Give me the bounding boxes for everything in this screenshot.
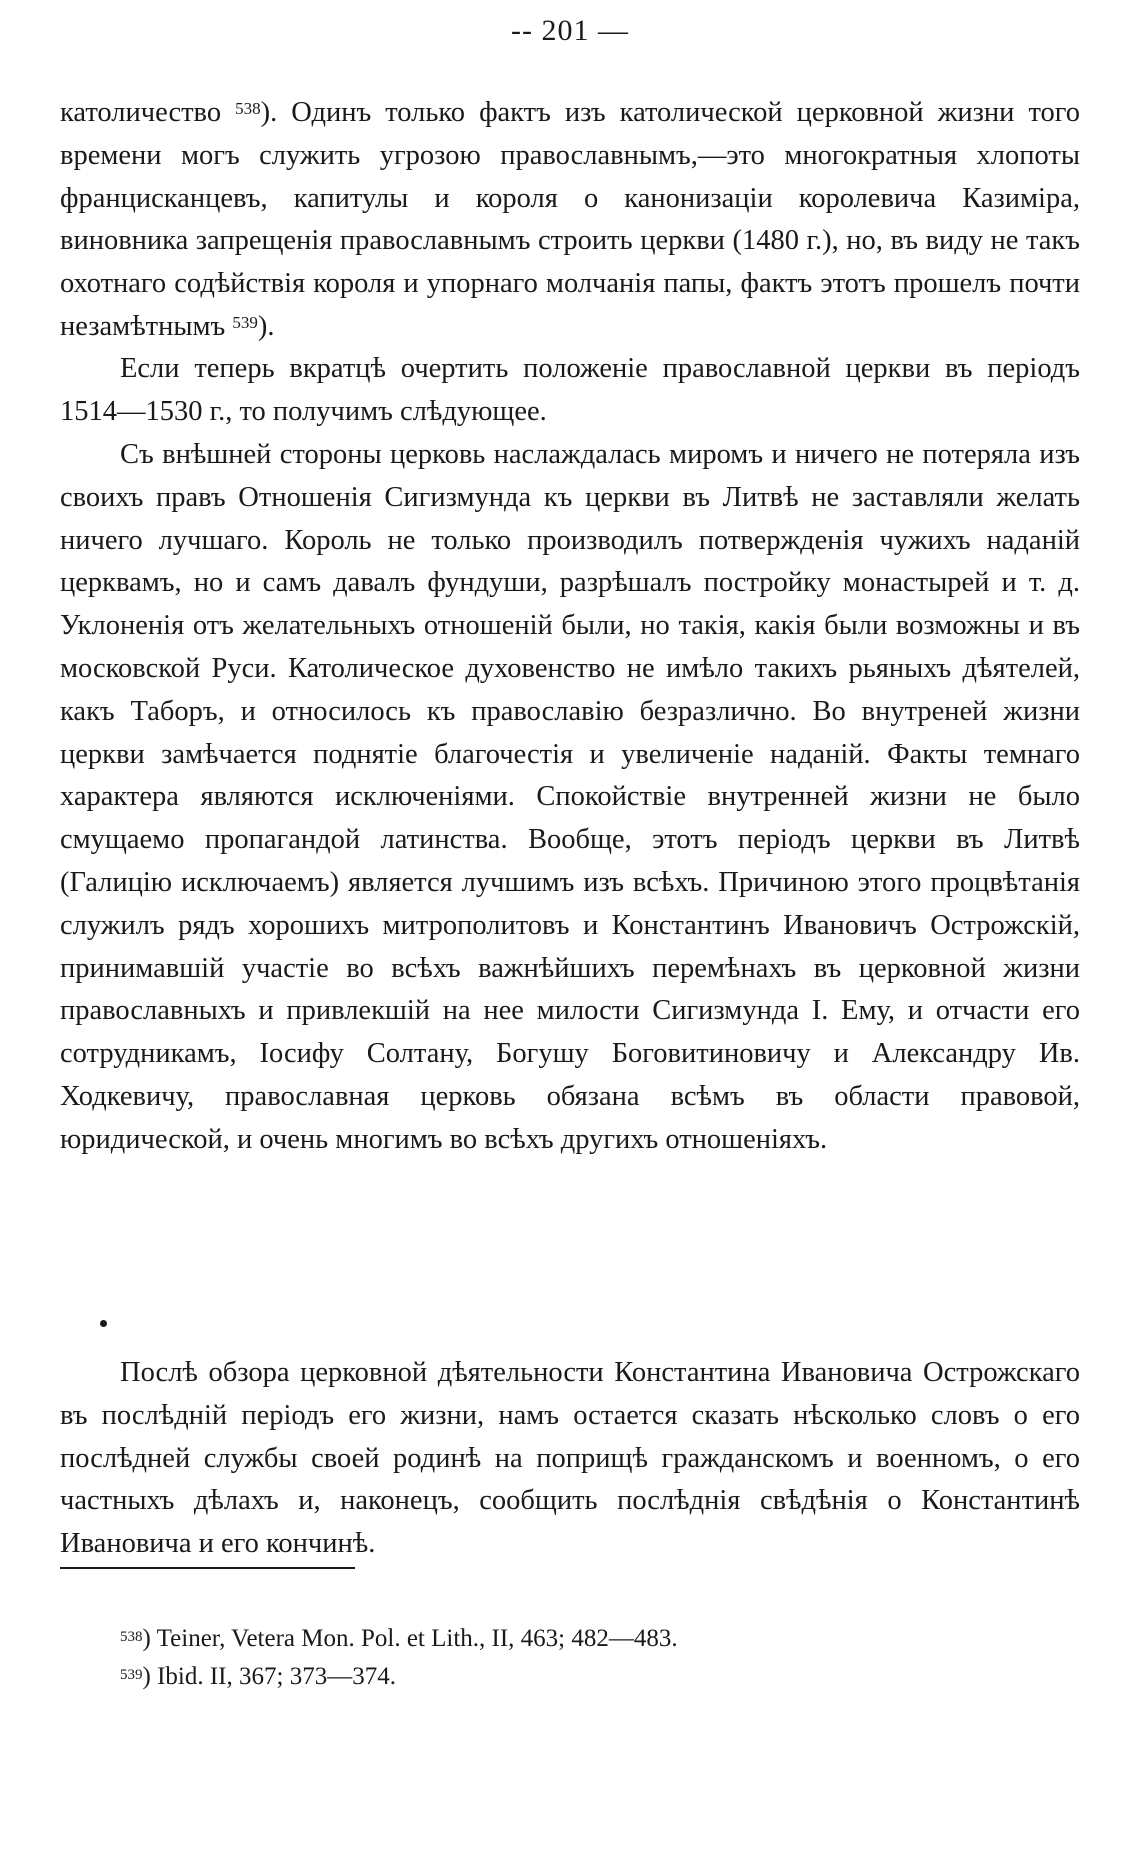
paragraph-1-text-start: католичество — [60, 97, 222, 128]
footnote-divider — [60, 1567, 355, 1569]
footnote-text: ) Ibid. II, 367; 373—374. — [142, 1663, 396, 1690]
page-number: -- 201 — — [511, 14, 629, 47]
footnote-539 — [120, 1660, 396, 1694]
paragraph-1-text-end: ). — [257, 310, 275, 342]
section-mark-dot — [100, 1320, 107, 1327]
paragraph-2: Если теперь вкратцѣ очертить положеніе православной церкви въ періодъ 1514—1530 г., то получимъ слѣдующее. — [60, 353, 1080, 427]
book-page — [60, 0, 1080, 1849]
footnote-marker: 539 — [120, 1667, 143, 1683]
paragraph-1-text-middle: ). Одинъ только фактъ изъ католической церковной жизни того времени могъ служить угрозою православнымъ,—это многократныя хлопоты францисканцевъ, капитулы и короля о канонизаціи королевича Казиміра, виновника запрещенія православнымъ строить церкви (1480 г.), но, въ виду не такъ охотнаго содѣйствія короля и упорнаго молчанія папы, фактъ этотъ прошелъ почти незамѣтнымъ — [60, 97, 1081, 342]
footnote-538 — [120, 1622, 678, 1656]
paragraph-4: Послѣ обзора церковной дѣятельности Константина Ивановича Острожскаго въ послѣдній періодъ его жизни, намъ остается сказать нѣсколько словъ о его послѣдней службы своей родинѣ на поприщѣ гражданскомъ и военномъ, о его частныхъ дѣлахъ и, наконецъ, сообщить послѣднія свѣдѣнія о Константинѣ Ивановича и его кончинѣ. — [60, 1357, 1080, 1560]
paragraph-1 — [60, 92, 1080, 349]
footnote-ref-539: 539 — [232, 312, 258, 332]
footnote-text: ) Teiner, Vetera Mon. Pol. et Lith., II, 463; 482—483. — [142, 1625, 678, 1652]
paragraph-3: Съ внѣшней стороны церковь наслаждалась миромъ и ничего не потеряла изъ своихъ правъ Отношенія Сигизмунда къ церкви въ Литвѣ не заставляли желать ничего лучшаго. Король не только производилъ потвержденія чужихъ наданій церквамъ, но и самъ давалъ фундуши, разрѣшалъ постройку монастырей и т. д. Уклоненія отъ желательныхъ отношеній были, но такія, какія были возможны и въ московской Руси. Католическое духовенство не имѣло такихъ рьяныхъ дѣятелей, какъ Таборъ, и относилось къ православію безразлично. Во внутреней жизни церкви замѣчается поднятіе благочестія и увеличеніе наданій. Факты темнаго характера являются исключеніями. Спокойствіе внутренней жизни не было смущаемо пропагандой латинства. Вообще, этотъ періодъ церкви въ Литвѣ (Галицію исключаемъ) является лучшимъ изъ всѣхъ. Причиною этого процвѣтанія служилъ рядъ хорошихъ митрополитовъ и Константинъ Ивановичъ Острожскій, принимавшій участіе во всѣхъ важнѣйшихъ перемѣнахъ въ церковной жизни православныхъ и привлекшій на нее милости Сигизмунда I. Ему, и отчасти его сотрудникамъ, Іосифу Солтану, Богушу Боговитиновичу и Александру Ив. Ходкевичу, православная церковь обязана всѣмъ въ области правовой, юридической, и очень многимъ во всѣхъ другихъ отношеніяхъ. — [60, 439, 1080, 1155]
footnote-ref-538: 538 — [235, 99, 261, 118]
footnote-marker: 538 — [120, 1629, 143, 1645]
